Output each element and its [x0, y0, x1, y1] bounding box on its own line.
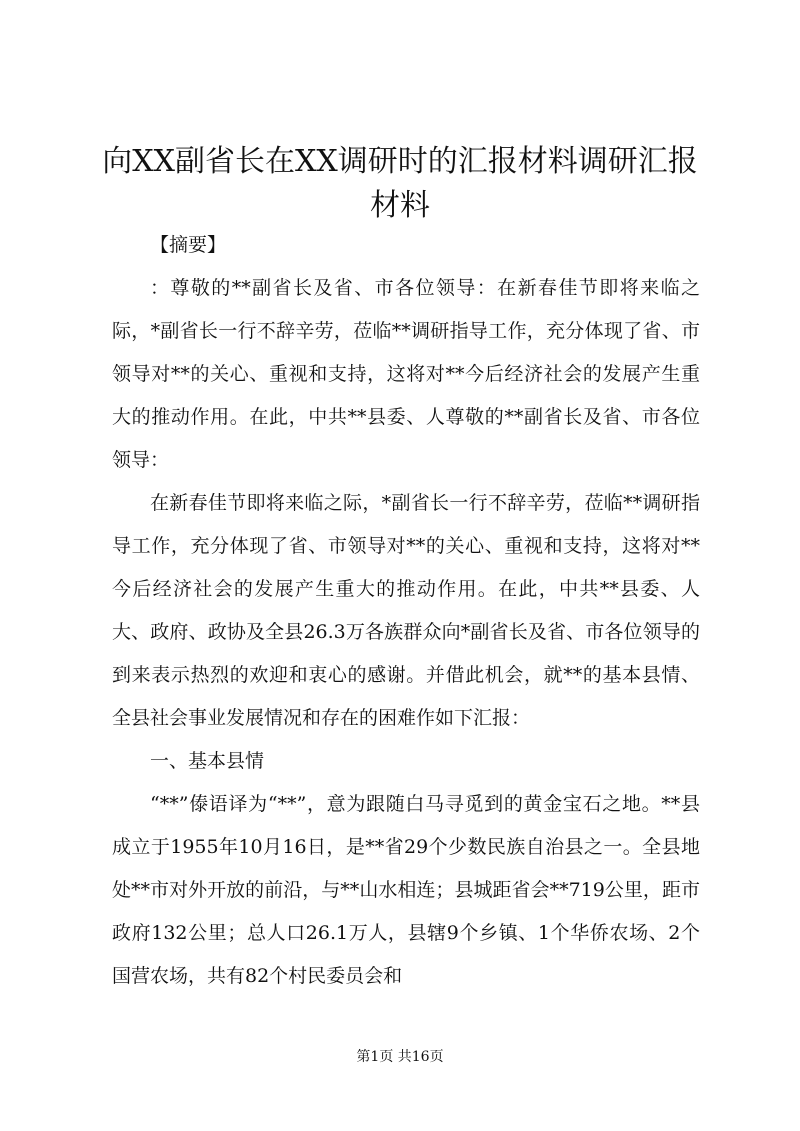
paragraph-county-intro: “**”傣语译为“**”，意为跟随白马寻觅到的黄金宝石之地。**县成立于1955年10月16日，是**省29个少数民族自治县之一。全县地处**市对外开放的前沿，与**山水相连；县城距省会**719公里，距市政府132公里；总人口26.1万人，县辖9个乡镇、1个华侨农场、2个国营农场，共有82个村民委员会和	[112, 793, 700, 987]
page-footer: 第1页 共16页	[356, 1049, 444, 1065]
document-title: 向XX副省长在XX调研时的汇报材料调研汇报材料	[102, 144, 698, 223]
abstract-heading: 【摘要】	[150, 234, 227, 256]
document-body	[112, 224, 700, 998]
paragraph-greeting: ：尊敬的**副省长及省、市各位领导：在新春佳节即将来临之际，*副省长一行不辞辛劳，莅临**调研指导工作，充分体现了省、市领导对**的关心、重视和支持，这将对**今后经济社会的发展产生重大的推动作用。在此，中共**县委、人尊敬的**副省长及省、市各位领导：	[112, 277, 700, 471]
paragraph-welcome: 在新春佳节即将来临之际，*副省长一行不辞辛劳，莅临**调研指导工作，充分体现了省、市领导对**的关心、重视和支持，这将对**今后经济社会的发展产生重大的推动作用。在此，中共**县委、人大、政府、政协及全县26.3万各族群众向*副省长及省、市各位领导的到来表示热烈的欢迎和衷心的感谢。并借此机会，就**的基本县情、全县社会事业发展情况和存在的困难作如下汇报：	[112, 492, 700, 729]
section-heading-basic-info: 一、基本县情	[150, 750, 265, 772]
